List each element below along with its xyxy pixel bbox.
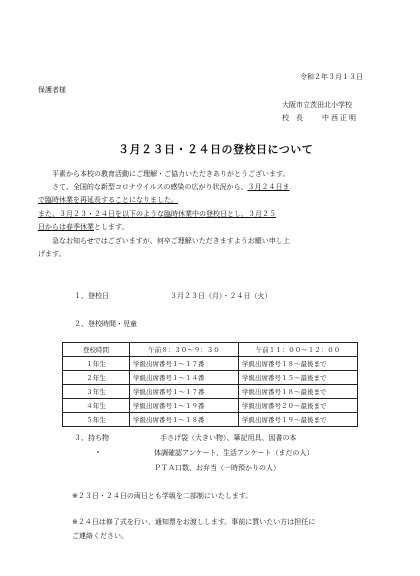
- item-1-label: １、登校日: [74, 292, 109, 300]
- intro-line-5: 日からは春季休業とします。: [38, 223, 129, 231]
- intro-line-2: さて、全国的な新型コロナウイルスの感染の広がり状況から、３月２４日ま: [52, 183, 290, 191]
- table-cell: ２年生: [63, 371, 130, 385]
- underlined-text: ３月２４日ま: [247, 183, 290, 191]
- table-cell: 学級出席番号１８〜最後まで: [239, 357, 358, 371]
- table-cell: 学級出席番号１５〜最後まで: [239, 371, 358, 385]
- table-header: 登校時間: [63, 343, 130, 357]
- table-cell: 学級出席番号１９〜最後まで: [239, 413, 358, 427]
- intro-line-6: 急なお知らせではございますが、何卒ご理解いただきますようお願い申し上: [52, 237, 290, 245]
- item-2-label: ２、登校時間・児童: [74, 320, 137, 328]
- table-header-row: [63, 343, 358, 357]
- belongings-line-1: 手さげ袋（大きい物）、筆記用具、図書の本: [160, 434, 297, 442]
- note-2-line-2: ご連絡ください。: [72, 532, 128, 540]
- principal-name: 中西正明: [322, 114, 358, 122]
- table-cell: 学級出席番号１〜１７番: [130, 357, 239, 371]
- belongings-line-3: ＰＴＡ口数、お弁当（一時預かりの人）: [154, 464, 280, 472]
- intro-line-3: で臨時休業を再延長することになりました。: [38, 196, 178, 204]
- table-cell: 学級出席番号１〜１８番: [130, 413, 239, 427]
- table-row: [63, 371, 358, 385]
- table-header: 午前８：３０〜９：３０: [130, 343, 239, 357]
- document-title: ３月２３日・２４日の登校日について: [118, 143, 314, 156]
- belongings-line-2: 体調確認アンケート、生活アンケート（まだの人）: [154, 449, 314, 457]
- recipient: 保護者様: [38, 86, 66, 94]
- table-row: [63, 413, 358, 427]
- table-cell: 学級出席番号１〜１７番: [130, 385, 239, 399]
- item-3-label: ３、持ち物: [74, 434, 109, 442]
- table-cell: ５年生: [63, 413, 130, 427]
- intro-line-7: げます。: [38, 250, 66, 258]
- table-row: [63, 357, 358, 371]
- table-cell: ４年生: [63, 399, 130, 413]
- table-header: 午前１１：００〜１２：００: [239, 343, 358, 357]
- document-date: 令和２年３月１３日: [300, 73, 363, 81]
- table-row: [63, 399, 358, 413]
- intro-line-4: また、３月２３・２４日を以下のような臨時休業中の登校日とし、３月２５: [38, 210, 276, 218]
- table-cell: 学級出席番号２０〜最後まで: [239, 399, 358, 413]
- item-1-value: ３月２３日（月）・２４日（火）: [170, 292, 272, 300]
- intro-line-1: 平素から本校の教育活動にご理解・ご協力いただきありがとうございます。: [52, 170, 290, 178]
- underlined-text: 日からは春季休業: [38, 223, 94, 231]
- table-cell: 学級出席番号１８〜最後まで: [239, 385, 358, 399]
- schedule-table: [62, 342, 358, 427]
- table-row: [63, 385, 358, 399]
- school-name: 大阪市立茨田北小学校: [282, 101, 352, 109]
- table-cell: ３年生: [63, 385, 130, 399]
- table-cell: １年生: [63, 357, 130, 371]
- table-cell: 学級出席番号１〜１４番: [130, 371, 239, 385]
- note-2-line-1: ※２４日は修了式を行い、通知票をお渡しします。事前に質いたい方は担任に: [72, 518, 316, 526]
- stray-mark: [97, 451, 99, 453]
- table-cell: 学級出席番号１〜１９番: [130, 399, 239, 413]
- principal-title: 校 長: [282, 114, 303, 122]
- note-1: ※２３日・２４日の両日とも学級を二部制にいたします。: [72, 492, 253, 500]
